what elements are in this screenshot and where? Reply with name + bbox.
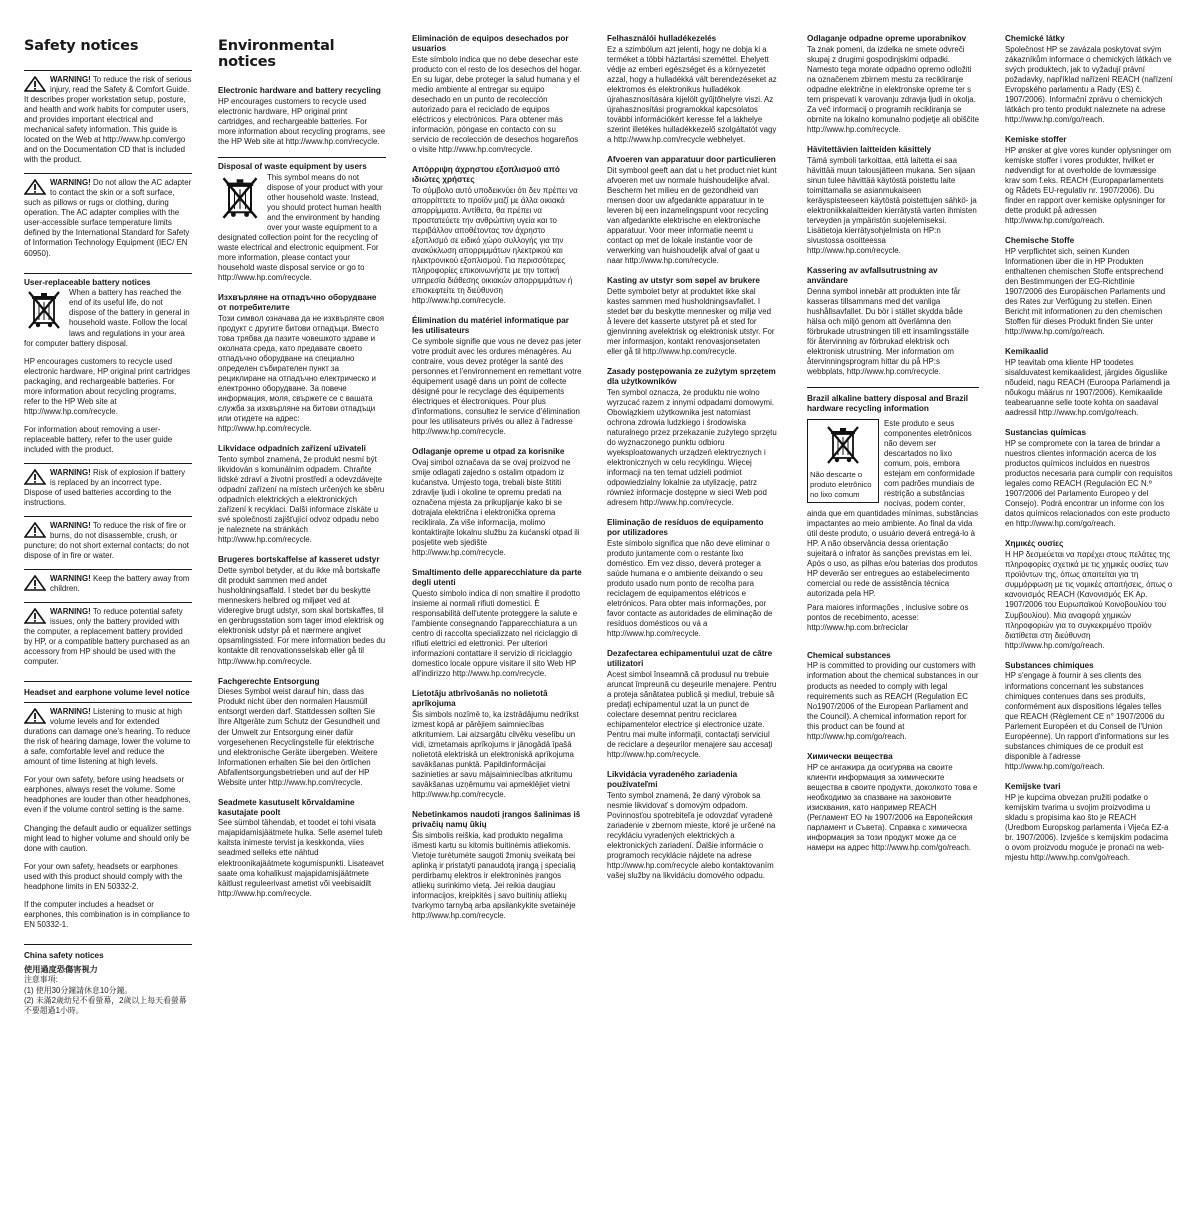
section-title: Kasting av utstyr som søpel av brukere xyxy=(607,276,760,286)
section-disposal-fi xyxy=(807,145,979,256)
section-title: Eliminación de equipos desechados por usuarios xyxy=(412,34,569,53)
section-title: Химически вещества xyxy=(807,751,893,761)
section-text: Dieses Symbol weist darauf hin, dass das Produkt nicht über den normalen Hausmüll entsorgt werden darf. Stattdessen sollten Sie Ihre Altgeräte zum Schutz der Gesundheit und der Umwelt zur Entsorgung einer dafür vorgesehenen Recyclingstelle für elektrische und elektronische Geräte übergeben. Weitere Informationen erhalten Sie bei den örtlichen Abfallentsorgungsbetrieben und auf der HP Website unter http://www.hp.com/recycle. xyxy=(218,687,380,787)
section-disposal-el xyxy=(412,165,582,306)
section-text: Společnost HP se zavázala poskytovat svým zákazníkům informace o chemických látkách ve svých produktech, jak to vyžadují právní požadavky, například nařízení REACH (nařízení Evropského parlamentu a Rady (ES) č. 1907/2006). Informační zprávu o chemických látkách pro tento produkt naleznete na adrese http://www.hp.com/go/reach. xyxy=(1005,44,1173,125)
china-para-2: (1) 使用30分鐘請休息10分鐘。 xyxy=(24,985,133,995)
section-text: Questo simbolo indica di non smaltire il prodotto insieme ai normali rifiuti domestici. È responsabilità dell'utente proteggere la salute e l'ambiente consegnando l'apparecchiatura a un centro di raccolta specializzato nel riciclaggio di rifiuti elettrici ed elettronici. Per ulteriori informazioni contattare il servizio di riciclaggio domestico locale oppure visitare il sito Web HP all'indirizzo http://www.hp.com/recycle. xyxy=(412,588,580,679)
china-para-3: (2) 未滿2歲幼兒不看螢幕，2歲以上每天看螢幕不要超過1小時。 xyxy=(24,995,187,1015)
section-disposal-da xyxy=(218,555,386,666)
battery-para-2: HP encourages customers to recycle used electronic hardware, HP original print cartridges packaging, and rechargeable batteries. For more information about recycling programs, refer to the HP Web site at http://www.hp.com/recycle. xyxy=(24,356,191,416)
crossed-bin-icon xyxy=(823,424,863,466)
section-text: Το σύμβολο αυτό υποδεικνύει ότι δεν πρέπει να απορρίπτετε το προϊόν μαζί με άλλα οικιακά απορρίμματα. Αντίθετα, θα πρέπει να προστατεύετε την ανθρώπινη υγεία και το περιβάλλον αποθέτοντας τον άχρηστο εξοπλισμό σε ειδικό χώρο συλλογής για την ανακύκλωση απορριμμάτων ηλεκτρικού και ηλεκτρονικού εξοπλισμού. Για περισσότερες πληροφορίες επικοινωνήστε με την τοπική υπηρεσία διάθεσης οικιακών απορριμμάτων ή επισκεφτείτε τη διεύθυνση http://www.hp.com/recycle. xyxy=(412,185,578,306)
section-disposal-sv xyxy=(807,266,979,377)
section-disposal-ro xyxy=(607,649,777,760)
section-text: HP се ангажира да осигурява на своите клиенти информация за химическите вещества в своите продукти, доколкото това е необходимо за спазване на законовите изисквания, като например REACH (Регламент ЕО № 1907/2006 на Европейския парламент и Съвета). Справка с химическа информация за този продукт може да се намери на адрес http://www.hp.com/go/reach. xyxy=(807,762,978,852)
disposal-column-3 xyxy=(412,34,582,1219)
warning-icon xyxy=(24,708,46,724)
headset-title: Headset and earphone volume level notice xyxy=(24,688,190,698)
section-title: Chemical substances xyxy=(807,650,891,660)
warning-icon xyxy=(24,522,46,538)
crossed-bin-icon xyxy=(24,289,64,331)
warning-icon xyxy=(24,608,46,624)
section-text: Tämä symboli tarkoittaa, että laitetta ei saa hävittää muun talousjätteen mukana. Sen sijaan sinun tulee hävittää käytöstä poistettu laite toimittamalla se asianmukaiseen keräyspisteeseen käytöstä poistettujen sähkö- ja elektroniikkalaitteiden kierrätystä varten ihmisten terveyden ja ympäristön suojelemiseksi. Lisätietoja kierrätysohjelmista on HP:n sivustossa osoitteessa http://www.hp.com/recycle. xyxy=(807,155,977,256)
section-chemical-bg xyxy=(807,752,979,853)
section-disposal-sk xyxy=(607,770,777,881)
warning-icon xyxy=(24,76,46,92)
battery-para-3: For information about removing a user-replaceable battery, refer to the user guide included with the product. xyxy=(24,424,173,454)
chemical-column-6 xyxy=(1005,34,1173,1219)
section-title: Élimination du matériel informatique par les utilisateurs xyxy=(412,316,569,335)
section-text: HP je kupcima obvezan pružiti podatke o kemijskim tvarima u svojim proizvodima u skladu s propisima kao što je REACH (Uredbom Europskog parlamenta i Vijeća EZ-a br. 1907/2006). Izvješće s kemijskim podacima o ovom proizvodu moguće je pronaći na web-mjestu http://www.hp.com/go/reach. xyxy=(1005,792,1169,862)
section-text: HP verpflichtet sich, seinen Kunden Informationen über die in HP Produkten enthaltenen chemischen Stoffe entsprechend den Bestimmungen der EG-Richtlinie 1907/2006 des Europäischen Parlaments und des Rates zur Verfügung zu stellen. Einen Bericht mit informationen zu den chemischen Stoffen für dieses Produkt finden Sie unter http://www.hp.com/go/reach. xyxy=(1005,247,1166,337)
headset-para-2: For your own safety, before using headsets or earphones, always reset the volume. Some headphones are louder than other headphones, even if the volume control setting is the same. xyxy=(24,775,191,815)
section-chemical-da xyxy=(1005,135,1173,226)
warning-fire: WARNING! To reduce the risk of fire or burns, do not disassemble, crush, or puncture; do not short external contacts; do not dispose of in fire or water. xyxy=(24,516,192,561)
section-text: This symbol means do not dispose of your product with your other household waste. Instead, you should protect human health and the environment by handing over your waste equipment to a designated collection point for the recycling of waste electrical and electronic equipment. For more information, please contact your household waste disposal service or go to http://www.hp.com/recycle. xyxy=(218,172,383,283)
section-text: HP ønsker at give vores kunder oplysninger om kemiske stoffer i vores produkter, hvilket er nødvendigt for at overholde de lovmæssige krav som f.eks. REACH (Europaparlamentets og Rådets EU-regulativ nr. 1907/2006). Du finder en rapport over kemiske oplysninger for dette produkt på adressen http://www.hp.com/go/reach. xyxy=(1005,145,1172,226)
section-title: Lietotāju atbrīvošanās no nolietotā aprīkojuma xyxy=(412,689,548,709)
headset-section xyxy=(24,681,192,929)
section-chemical-hr xyxy=(1005,782,1173,863)
section-title: Dezafectarea echipamentului uzat de către utilizatori xyxy=(607,649,773,669)
section-disposal-hu xyxy=(607,34,777,145)
section-text: Ten symbol oznacza, że produktu nie wolno wyrzucać razem z innymi odpadami domowymi. Obowiązkiem użytkownika jest natomiast ochrona zdrowia ludzkiego i środowiska naturalnego przez przekazanie zużytego sprzętu do wyznaczonego punktu odbioru wyeksploatowanych urządzeń elektrycznych i elektronicznych w celu recyklingu. Więcej informacji na ten temat udzieli podmiot odpowiedzialny lokalnie za utylizację, patrz również informacje dostępne w sieci Web pod adresem http://www.hp.com/recycle. xyxy=(607,388,777,508)
section-chemical-fr xyxy=(1005,661,1173,772)
section-text: Este símbolo indica que no debe desechar este producto con el resto de los desechos del hogar. En su lugar, debe proteger la salud humana y el medio ambiente al entregar su equipo desechado en un punto de recolección autorizado para el reciclado de equipos eléctricos y electrónicos. Para obtener más información, póngase en contacto con su servicio de recolección de desechos hogareños o visite http://www.hp.com/recycle. xyxy=(412,54,582,154)
section-title: Kemijske tvari xyxy=(1005,781,1061,791)
section-chemical-es xyxy=(1005,428,1173,529)
section-title: Brazil alkaline battery disposal and Brazil hardware recycling information xyxy=(807,394,969,414)
section-title: Afvoeren van apparatuur door particulieren xyxy=(607,155,776,165)
section-title: Zasady postępowania ze zużytym sprzętem dla użytkowników xyxy=(607,367,776,387)
section-text: Този символ означава да не изхвърляте своя продукт с другите битови отпадъци. Вместо това трябва да пазите човешкото здраве и околната среда, като предавате своето отпадъчно оборудване на специално определен събирателен пункт за рециклиране на отпадъчно електрическо и електронно оборудване. За повече информация, моля, свържете се с вашата служба за изхвърляне на битови отпадъци или отидете на адрес: http://www.hp.com/recycle. xyxy=(218,313,385,434)
section-disposal-hr xyxy=(412,447,582,558)
section-title: Odlaganje opreme u otpad za korisnike xyxy=(412,447,565,457)
section-title: Chemische Stoffe xyxy=(1005,236,1075,246)
warning-icon xyxy=(24,469,46,485)
section-disposal-de xyxy=(218,677,386,788)
section-text: Šis simbols nozīmē to, ka izstrādājumu nedrīkst izmest kopā ar pārējiem saimniecības atkritumiem. Lai aizsargātu cilvēku veselību un vidi, izmetamais aprīkojums ir jānogādā īpašā nolietotā elektriskā un elektroniskā aprīkojuma savākšanas punktā. Papildinformācijai sazinieties ar savu mājsaimniecības atkritumu savākšanas uzņēmumu vai apmeklējiet vietni http://www.hp.com/recycle. xyxy=(412,709,579,800)
section-text: Ez a szimbólum azt jelenti, hogy ne dobja ki a terméket a többi háztartási szeméttel. Ehelyett védje az emberi egészséget és a környezetet azzal, hogy a hulladékká vált berendezéseket az elektromos és elektronikus hulladékok újrahasznosítására kijelölt gyűjtőhelyre viszi. Az újrahasznosítási programokkal kapcsolatos további információkért keresse fel a lakhelye szerint illetékes hulladékkezelő szolgáltatót vagy a http://www.hp.com/recycle webhelyet. xyxy=(607,44,777,145)
section-text: Dette symbolet betyr at produktet ikke skal kastes sammen med husholdningsavfallet. I stedet bør du beskytte mennesker og miljø ved å levere det kasserte utstyret på et sted for gjenvinning avelektrisk og elektronisk utstyr. For mer informasjon, kontakt renovasjonsetaten eller gå til http://www.hp.com/recycle. xyxy=(607,287,775,357)
section-text: Tento symbol znamená, že produkt nesmí být likvidován s komunálním odpadem. Chraňte lidské zdraví a životní prostředí a odevzdávejte odpadní zařízení na místech určených ke sběru odpadních elektrických a elektronických zařízení k recyklaci. Další informace získáte u své společnosti zajišťující odvoz odpadu nebo je naleznete na stránkách http://www.hp.com/recycle. xyxy=(218,455,385,545)
section-disposal-cs xyxy=(218,444,386,545)
section-title: Likvidace odpadních zařízení uživateli xyxy=(218,444,366,454)
section-title: Odlaganje odpadne opreme uporabnikov xyxy=(807,34,967,43)
section-title: Χημικές ουσίες xyxy=(1005,539,1064,549)
section-text: See sümbol tähendab, et toodet ei tohi visata majapidamisjäätmete hulka. Selle asemel tuleb kaitsta inimeste tervist ja keskkonda, viies seadmed selleks ette nähtud elektroonikajäätmete kogumispunkti. Lisateavet saate oma kohalikust majapidamisjäätmete käitlust reguleerivast ametist või veebisaidilt http://www.hp.com/recycle. xyxy=(218,818,384,898)
section-disposal-pt xyxy=(607,518,777,639)
section-text: HP se compromete con la tarea de brindar a nuestros clientes información acerca de los productos químicos incluidos en nuestros productos necesaria para cumplir con requisitos legales como REACH (Regulación EC N.º 1907/2006 del Parlamento Europeo y del Consejo). Podrá encontrar un informe con los datos químicos relacionados con este producto en http://www.hp.com/go/reach. xyxy=(1005,439,1173,529)
section-title: Substances chimiques xyxy=(1005,660,1094,670)
disposal-column-4 xyxy=(607,34,777,1219)
warning-safety-guide: WARNING! To reduce the risk of serious injury, read the Safety & Comfort Guide. It describes proper workstation setup, posture, and health and work habits for computer users, and provides important electrical and mechanical safety information. This guide is located on the Web at http://www.hp.com/ergo and on the Documentation CD that is included with the product. xyxy=(24,70,192,165)
section-disposal-sl xyxy=(807,34,979,135)
section-title: Disposal of waste equipment by users xyxy=(218,162,367,171)
section-chemical-en xyxy=(807,651,979,742)
section-disposal-fr xyxy=(412,316,582,437)
section-text: Dit symbool geeft aan dat u het product niet kunt afvoeren met uw normale huishoudelijke afval. Bescherm het milieu en de gezondheid van mensen door uw afgedankte apparatuur in te leveren bij een inzamelingspunt voor recycling van afgedankte elektrische en elektronische apparatuur. Voor meer informatie neemt u contact op met de lokale instantie voor de verwerking van huishoudelijk afval of gaat u naar http://www.hp.com/recycle. xyxy=(607,166,777,266)
section-disposal-et xyxy=(218,798,386,899)
warning-battery-type: WARNING! To reduce potential safety issues, only the battery provided with the computer, a replacement battery provided by HP, or a compatible battery purchased as an accessory from HP should be used with the computer. xyxy=(24,602,192,667)
warning-volume: WARNING! Listening to music at high volume levels and for extended durations can damage one's hearing. To reduce the risk of hearing damage, lower the volume to a safe, comfortable level and reduce the amount of time listening at high levels. xyxy=(24,702,192,767)
section-chemical-de xyxy=(1005,236,1173,337)
section-text: Tento symbol znamená, že daný výrobok sa nesmie likvidovať s domovým odpadom. Povinnosťou spotrebiteľa je odovzdať vyradené zariadenie v zbernom mieste, ktoré je určené na recykláciu vyradených elektrických a elektronických zariadení. Ďalšie informácie o programoch recyklácie nájdete na adrese http://www.hp.com/recycle alebo kontaktovaním vašej služby na likvidáciu domového odpadu. xyxy=(607,791,776,881)
section-title: Fachgerechte Entsorgung xyxy=(218,676,320,686)
section-title: Kemiske stoffer xyxy=(1005,135,1067,145)
section-chemical-el xyxy=(1005,539,1173,650)
section-title: Kemikaalid xyxy=(1005,347,1049,357)
section-text-2: Para maiores informações , inclusive sobre os pontos de recebimento, acesse: http://www.hp.com.br/reciclar xyxy=(807,602,969,632)
headset-para-3: Changing the default audio or equalizer settings might lead to higher volume and should only be done with caution. xyxy=(24,823,192,853)
headset-para-4: For your own safety, headsets or earphones used with this product should comply with the headphone limits in EN 50332-2. xyxy=(24,861,183,891)
safety-notices-column xyxy=(24,34,192,1219)
battery-para-1: When a battery has reached the end of its useful life, do not dispose of the battery in general in household waste. Follow the local laws and regulations in your area for computer battery disposal. xyxy=(24,288,190,348)
section-text: HP s'engage à fournir à ses clients des informations concernant les substances chimiques contenues dans ses produits, conformément aux dispositions légales telles que REACH (Règlement CE n° 1907/2006 du Parlement Européen et du Conseil de l'Union Européenne). Un rapport d'informations sur les substances chimiques de ce produit est disponible à l'adresse http://www.hp.com/go/reach. xyxy=(1005,671,1169,771)
section-title: Felhasználói hulladékezelés xyxy=(607,34,717,43)
china-title: China safety notices xyxy=(24,950,104,960)
section-disposal-it xyxy=(412,568,582,679)
section-title: Electronic hardware and battery recycling xyxy=(218,86,381,95)
section-disposal-nl xyxy=(607,155,777,266)
warning-ac-adapter: WARNING! Do not allow the AC adapter to contact the skin or a soft surface, such as pillows or rugs or clothing, during operation. The AC adapter complies with the user-accessible surface temperature limits defined by the International Standard for Safety of Information Technology Equipment (IEC/ EN 60950). xyxy=(24,173,192,258)
section-title: Hävitettävien laitteiden käsittely xyxy=(807,145,932,155)
section-title: Nebetinkamos naudoti įrangos šalinimas iš privačių namų ūkių xyxy=(412,810,581,829)
section-title: Sustancias químicas xyxy=(1005,428,1086,438)
brazil-box-text: Não descarte o produto eletrônico no lixo comum xyxy=(810,469,872,499)
section-text: Ovaj simbol označava da se ovaj proizvod ne smije odlagati zajedno s ostalim otpadom iz kućanstva. Umjesto toga, trebali biste štititi zdravlje ljudi i okoline te opremu predati na označena mjesta za prikupljanje kako bi se dotrajala električna i elektronička oprema reciklirala. Za više informacija, molimo kontaktirajte lokalnu službu za kućanski otpad ili posjetite web sjedište http://www.hp.com/recycle. xyxy=(412,457,580,558)
section-text: Η HP δεσμεύεται να παρέχει στους πελάτες της πληροφορίες σχετικά με τις χημικές ουσίες των προϊόντων της, όπως απαιτείται για τη συμμόρφωση με τις νομικές απαιτήσεις, όπως ο κανονισμός REACH (Κανονισμός ΕΚ Αρ. 1907/2006 του Ευρωπαϊκού Κοινοβουλίου του Συμβουλίου). Μια αναφορά χημικών πληροφοριών για το συγκεκριμένο προϊόν διατίθεται στη διεύθυνση http://www.hp.com/go/reach. xyxy=(1005,550,1173,650)
brazil-disposal-box xyxy=(807,419,879,503)
section-disposal-pl xyxy=(607,367,777,508)
warning-icon xyxy=(24,179,46,195)
section-text: HP is committed to providing our customers with information about the chemical substances in our products as needed to comply with legal requirements such as REACH (Regulation EC No1907/2006 of the European Parliament and the Council). A chemical information report for this product can be found at http://www.hp.com/go/reach. xyxy=(807,661,979,741)
section-title: Kassering av avfallsutrustning av användare xyxy=(807,266,938,286)
section-title: Изхвърляне на отпадъчно оборудване от потребителите xyxy=(218,293,377,313)
section-title: Seadmete kasutuselt kõrvaldamine kasutajate poolt xyxy=(218,797,355,817)
china-subtitle: 使用過度恐傷害視力 xyxy=(24,964,98,974)
section-title: Απόρριψη άχρηστου εξοπλισμού από ιδιώτες χρήστες xyxy=(412,165,560,184)
china-para-1: 注意事項: xyxy=(24,975,58,985)
section-title: Likvidácia vyradeného zariadenia používateľmi xyxy=(607,770,738,790)
section-disposal-es xyxy=(412,34,582,155)
section-text: Dette symbol betyder, at du ikke må bortskaffe dit produkt sammen med andet husholdningsaffald. I stedet bør du beskytte menneskers helbred og miljøet ved at videregive brugt udstyr, som skal bortskaffes, til en genbrugsstation som tager imod elektrisk og elektronisk udstyr på et nærmere angivet opsamlingssted. For mere information bedes du kontakte dit renovationsselskab eller gå til http://www.hp.com/recycle. xyxy=(218,566,386,666)
environmental-notices-heading: Environmental notices xyxy=(218,38,335,70)
section-text: Šis simbolis reiškia, kad produkto negalima išmesti kartu su kitomis buitinėmis atliekomis. Vietoje turėtumėte saugoti žmonių sveikatą bei aplinką ir pristatyti panaudotą įrangą į specialią perdirbamų elektros ir elektroninės įrangos atliekų surinkimo vietą. Jei reikia daugiau informacijos, kreipkitės į savo buitinių atliekų tvarkymo tarnybą arba apsilankykite svetainėje http://www.hp.com/recycle. xyxy=(412,830,576,921)
section-title: Eliminação de resíduos de equipamento por utilizadores xyxy=(607,518,764,538)
section-disposal-bg xyxy=(218,293,386,434)
section-title: Brugeres bortskaffelse af kasseret udstyr xyxy=(218,555,380,565)
section-disposal-en xyxy=(218,157,386,283)
section-text: HP encourages customers to recycle used electronic hardware, HP original print cartridges, and rechargeable batteries. For more information about recycling programs, see the HP Web site at http://www.hp.com/recycle. xyxy=(218,96,386,146)
safety-notices-heading: Safety notices xyxy=(24,38,139,54)
section-brazil xyxy=(807,387,979,640)
disposal-column-5 xyxy=(807,34,979,1219)
section-text: Acest simbol înseamnă că produsul nu trebuie aruncat împreună cu deşeurile menajere. Pentru a proteja sănătatea publică şi mediul, trebuie să predaţi echipamentul uzat la un punct de colectare desemnat pentru reciclarea echipamentelor electrice şi electronice uzate. Pentru mai multe informaţii, contactaţi serviciul de reciclare a deşeurilor menajere sau accesaţi http://www.hp.com/recycle. xyxy=(607,670,777,760)
crossed-bin-icon xyxy=(218,174,262,222)
section-disposal-no xyxy=(607,276,777,357)
section-text: Denna symbol innebär att produkten inte får kasseras tillsammans med det vanliga hushållsavfallet. Du bör i stället skydda både hälsa och miljö genom att överlämna den förbrukade utrustningen till ett insamlingsställe för återvinning av förbrukad elektrisk och elektronisk utrustning. Mer information om återvinningsprogram hittar du på HP:s webbplats, http://www.hp.com/recycle. xyxy=(807,286,969,377)
section-text: Este produto e seus componentes eletrônicos não devem ser descartados no lixo comum, pois, embora estejam em conformidade com padrões mundiais de restrição a substâncias nocivas, podem conter, ainda que em quantidades mínimas, substâncias impactantes ao meio ambiente. Ao final da vida útil deste produto, o usuário deverá entregá-lo à HP. A não observância dessa orientação sujeitará o infrator às sanções previstas em lei. Após o uso, as pilhas e/ou baterias dos produtos HP deverão ser entregues ao estabelecimento comercial ou rede de assistência técnica autorizada pela HP. xyxy=(807,418,979,599)
section-title: Smaltimento delle apparecchiature da parte degli utenti xyxy=(412,568,582,588)
section-text: Este símbolo significa que não deve eliminar o produto juntamente com o restante lixo doméstico. Em vez disso, deverá proteger a saúde humana e o ambiente deixando o seu produto usado num ponto de recolha para reciclagem de equipamentos elétricos e eletrónicos. Para obter mais informações, por favor contacte as autoridades de eliminação de resíduos domésticos ou vá a http://www.hp.com/recycle. xyxy=(607,539,773,639)
warning-explosion: WARNING! Risk of explosion if battery is replaced by an incorrect type. Dispose of used batteries according to the instructions. xyxy=(24,463,192,508)
section-chemical-et xyxy=(1005,347,1173,418)
section-recycling xyxy=(218,86,386,147)
section-text: Ta znak pomeni, da izdelka ne smete odvreči skupaj z drugimi gospodinjskimi odpadki. Namesto tega morate odpadno opremo odložiti na označenem zbirnem mestu za recikliranje odpadne električne in elektronske opreme ter s tem prispevati k varovanju zdravja ljudi in okolja. Za več informacij o programih recikliranja se obrnite na lokalno komunalno podjetje ali obiščite http://www.hp.com/recycle. xyxy=(807,44,979,135)
section-title: Chemické látky xyxy=(1005,34,1065,43)
china-section xyxy=(24,944,192,1016)
battery-section xyxy=(24,273,192,455)
section-disposal-lv xyxy=(412,689,582,800)
section-chemical-cs xyxy=(1005,34,1173,125)
warning-children: WARNING! Keep the battery away from children. xyxy=(24,569,192,594)
section-text: Ce symbole signifie que vous ne devez pas jeter votre produit avec les ordures ménagères. Au contraire, vous devez protéger la santé des personnes et l'environnement en remettant votre équipement usagé dans un point de collecte désigné pour le recyclage des équipements électriques et électroniques. Pour plus d'informations, consultez le service d'élimination pour les utilisateurs privés ou allez à l'adresse http://www.hp.com/recycle. xyxy=(412,336,582,437)
battery-title: User-replaceable battery notices xyxy=(24,277,151,287)
warning-icon xyxy=(24,575,46,591)
section-disposal-lt xyxy=(412,810,582,921)
section-text: HP teavitab oma kliente HP toodetes sisalduvatest kemikaalidest, järgides õigusliike nõudeid, nagu REACH (Euroopa Parlamendi ja nõukogu määrus nr 1907/2006). Kemikaalide teabearuanne selle toote kohta on saadaval aadressil http://www.hp.com/go/reach. xyxy=(1005,358,1170,418)
environmental-notices-column xyxy=(218,34,386,1219)
headset-para-5: If the computer includes a headset or earphones, this combination is in compliance to EN 50332-1. xyxy=(24,899,190,929)
